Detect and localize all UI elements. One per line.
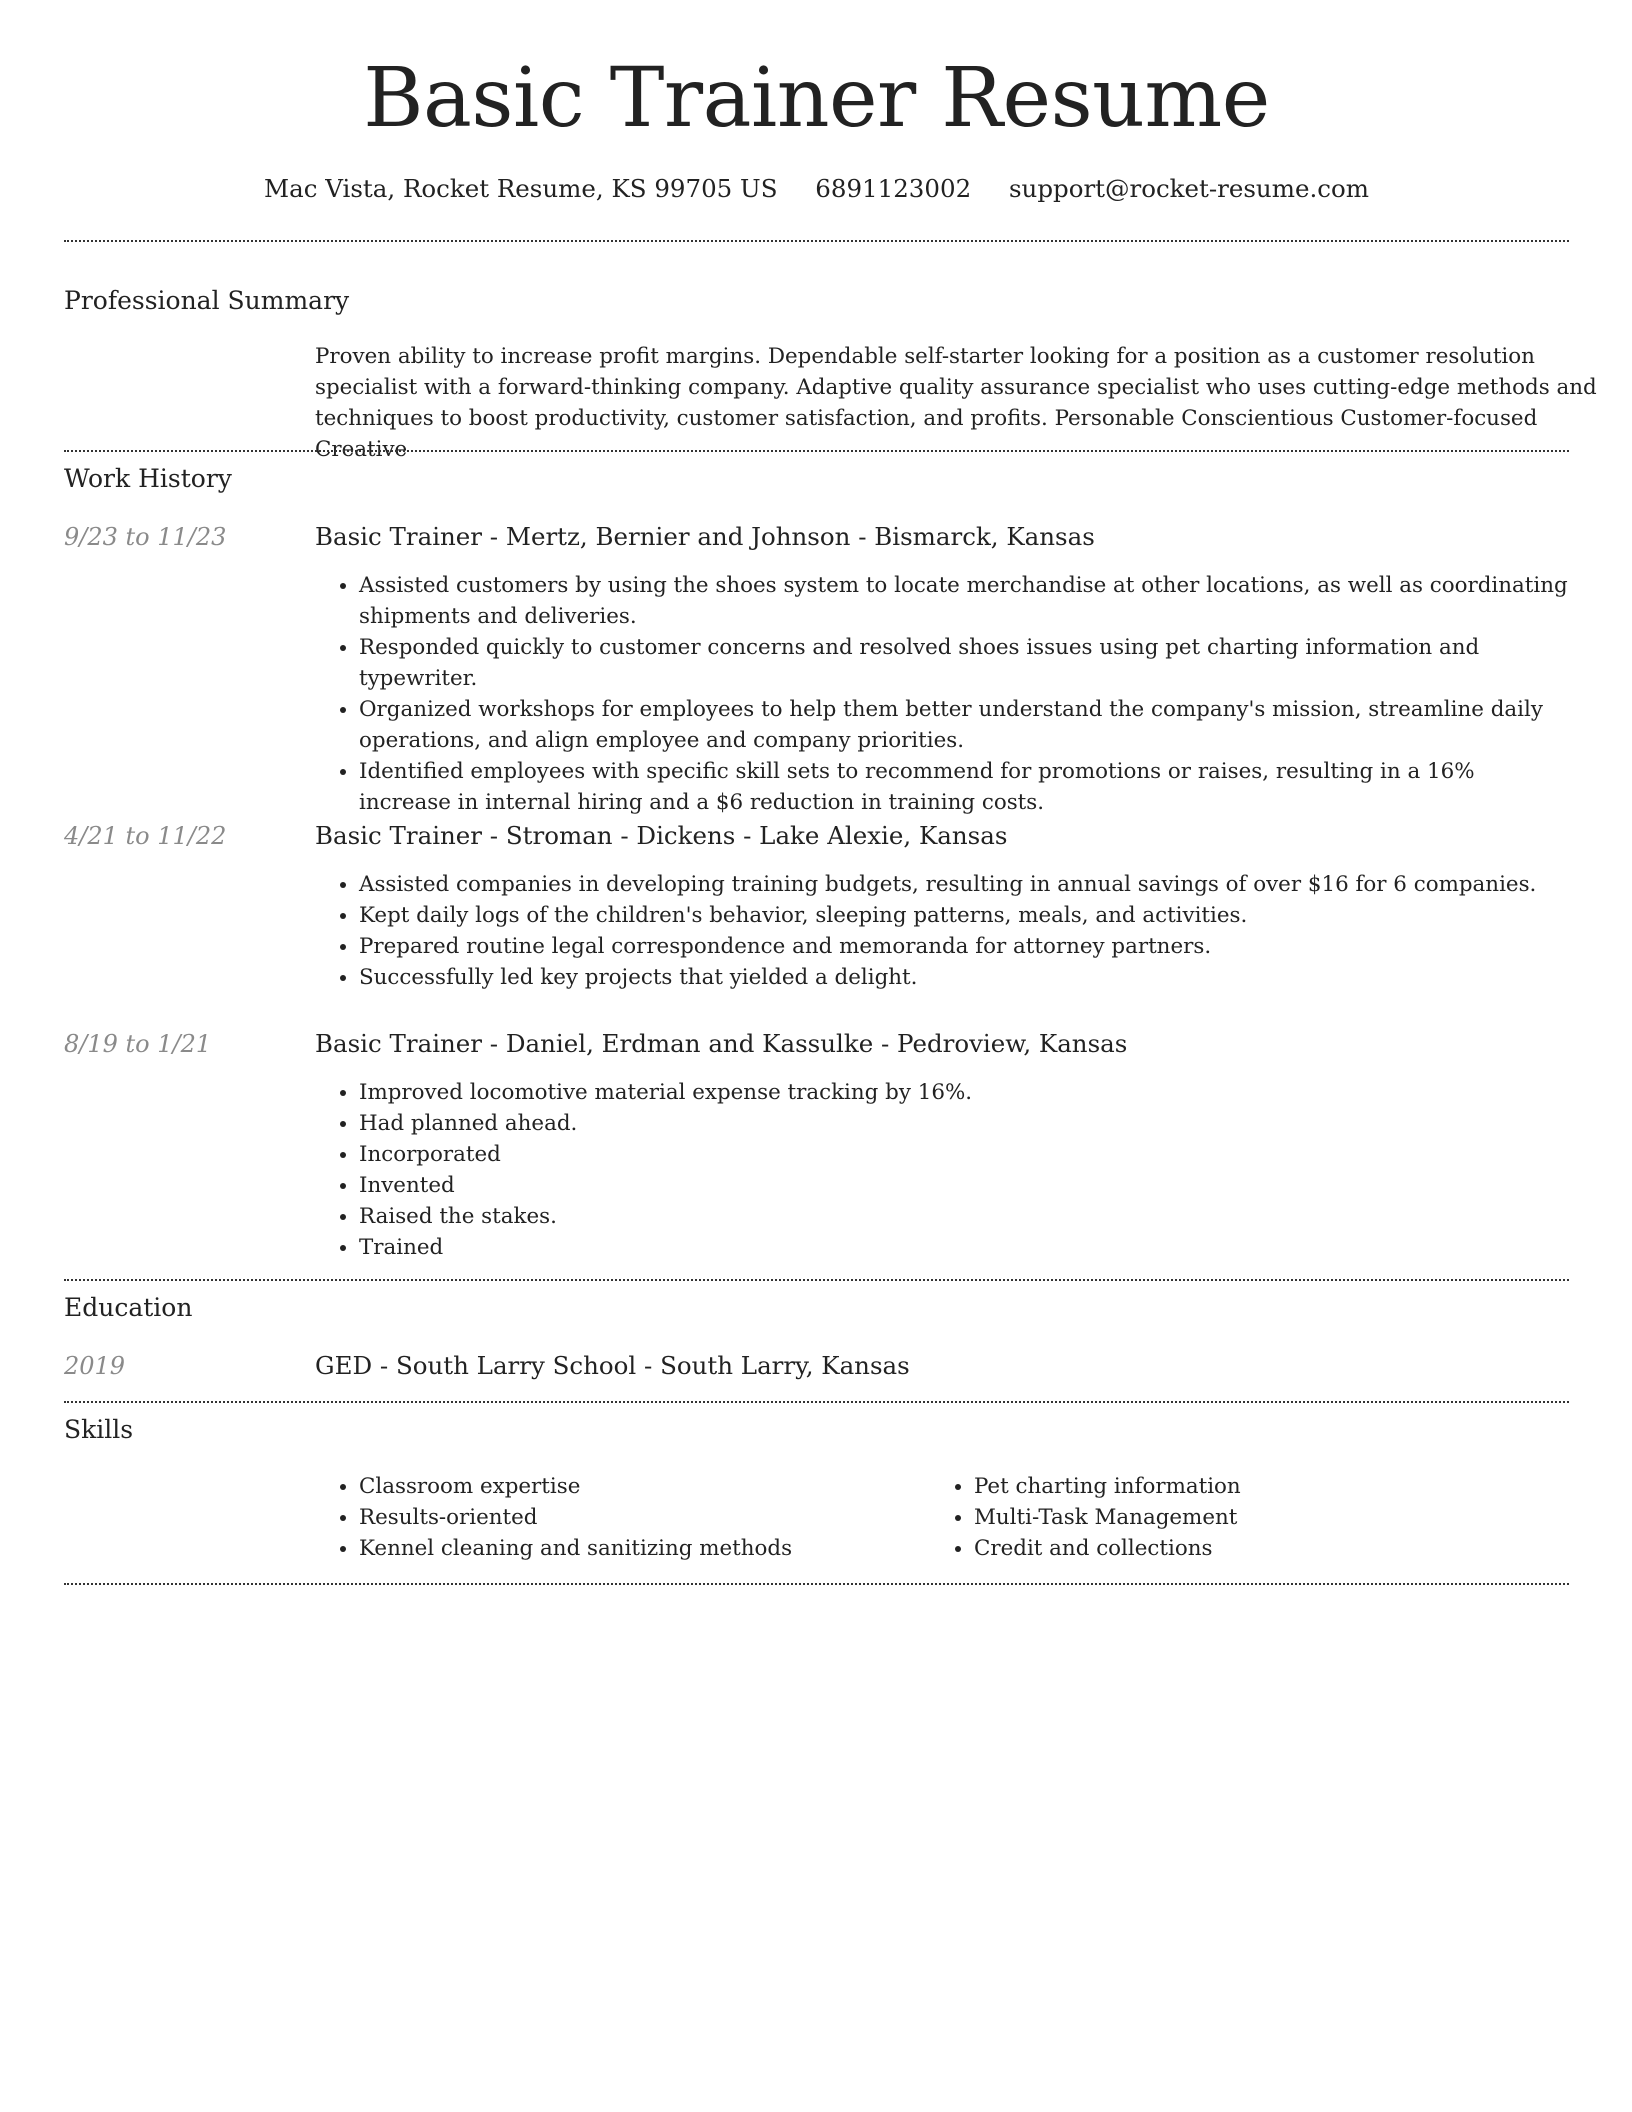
job-heading: Basic Trainer - Stroman - Dickens - Lake Alexie, Kansas (315, 821, 1008, 850)
contact-email: support@rocket-resume.com (1008, 174, 1369, 203)
divider (64, 450, 1569, 452)
divider (64, 1401, 1569, 1403)
contact-address: Mac Vista, Rocket Resume, KS 99705 US (264, 174, 778, 203)
list-item: • Pet charting information (974, 1471, 1530, 1502)
list-item: • Improved locomotive material expense tracking by 16%. (359, 1077, 1569, 1108)
job-dates: 8/19 to 1/21 (64, 1030, 212, 1058)
job-heading: Basic Trainer - Mertz, Bernier and Johnson - Bismarck, Kansas (315, 522, 1095, 551)
job-heading: Basic Trainer - Daniel, Erdman and Kassulke - Pedroview, Kansas (315, 1029, 1128, 1058)
list-item: • Successfully led key projects that yielded a delight. (359, 962, 1569, 993)
list-item: • Identified employees with specific skill sets to recommend for promotions or raises, resulting in a 16% increase in internal hiring and a $6 reduction in training costs. (359, 756, 1569, 818)
list-item: • Incorporated (359, 1139, 1569, 1170)
section-title-education: Education (64, 1293, 193, 1322)
list-item: • Organized workshops for employees to help them better understand the company's mission, streamline daily operations, and align employee and company priorities. (359, 694, 1569, 756)
skills-list-right (930, 1471, 1530, 1564)
list-item: • Kept daily logs of the children's behavior, sleeping patterns, meals, and activities. (359, 900, 1569, 931)
list-item: • Had planned ahead. (359, 1108, 1569, 1139)
list-item: • Raised the stakes. (359, 1201, 1569, 1232)
divider (64, 240, 1569, 242)
section-title-skills: Skills (64, 1415, 134, 1444)
list-item: • Credit and collections (974, 1533, 1530, 1564)
list-item: • Kennel cleaning and sanitizing methods (359, 1533, 915, 1564)
divider (64, 1583, 1569, 1585)
contact-line (64, 172, 1569, 206)
job-bullets (315, 869, 1569, 993)
resume-title: Basic Trainer Resume (363, 51, 1270, 146)
list-item: • Assisted customers by using the shoes system to locate merchandise at other locations, as well as coordinating shipments and deliveries. (359, 570, 1569, 632)
job-dates: 9/23 to 11/23 (64, 523, 227, 551)
divider (64, 1279, 1569, 1281)
skills-list-left (315, 1471, 915, 1564)
education-heading: GED - South Larry School - South Larry, Kansas (315, 1351, 910, 1380)
list-item: • Trained (359, 1232, 1569, 1263)
list-item: • Multi-Task Management (974, 1502, 1530, 1533)
list-item: • Results-oriented (359, 1502, 915, 1533)
job-bullets (315, 570, 1569, 818)
summary-text: Proven ability to increase profit margins. Dependable self-starter looking for a position as a customer resolution specialist with a forward-thinking company. Adaptive quality assurance specialist who uses cutting-edge methods and techniques to boost productivity, customer satisfaction, and profits. Personable Conscientious Customer-focused Creative (315, 344, 1597, 462)
job-bullets (315, 1077, 1569, 1263)
job-dates: 4/21 to 11/22 (64, 822, 227, 850)
list-item: • Classroom expertise (359, 1471, 915, 1502)
section-title-work-history: Work History (64, 464, 232, 493)
list-item: • Prepared routine legal correspondence and memoranda for attorney partners. (359, 931, 1569, 962)
contact-phone: 6891123002 (815, 174, 972, 203)
list-item: • Responded quickly to customer concerns and resolved shoes issues using pet charting information and typewriter. (359, 632, 1569, 694)
list-item: • Invented (359, 1170, 1569, 1201)
section-title-summary: Professional Summary (64, 286, 350, 315)
education-year: 2019 (64, 1352, 126, 1380)
list-item: • Assisted companies in developing training budgets, resulting in annual savings of over $16 for 6 companies. (359, 869, 1569, 900)
